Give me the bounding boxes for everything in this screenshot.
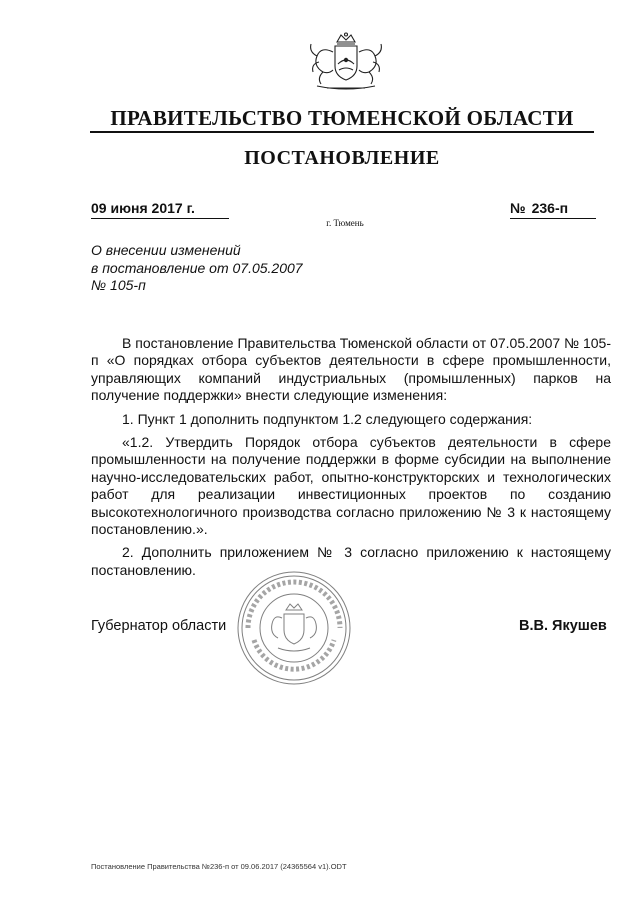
number-value: 236-п: [531, 200, 569, 216]
document-type: ПОСТАНОВЛЕНИЕ: [244, 147, 440, 169]
number-prefix: №: [510, 200, 526, 216]
subject-line: в постановление от 07.05.2007: [91, 259, 303, 276]
body-paragraph: «1.2. Утвердить Порядок отбора субъектов деятельности в сфере промышленности на получение поддержки в форме субсидии на выполнение научно-исследовательских работ, опытно-конструкторских и технологических работ для реализации инвестиционных проектов по созданию высокотехнологичного производства согласно приложению № 3 к настоящему постановлению.».: [91, 434, 611, 538]
org-title: ПРАВИТЕЛЬСТВО ТЮМЕНСКОЙ ОБЛАСТИ: [110, 106, 574, 130]
city: г. Тюмень: [326, 218, 364, 228]
body-paragraph: 2. Дополнить приложением № 3 согласно приложению к настоящему постановлению.: [91, 544, 611, 578]
document-number: [510, 200, 596, 219]
document-body: [91, 335, 611, 585]
tyumen-coat-of-arms-icon: [303, 32, 389, 92]
signatory-name: В.В. Якушев: [519, 618, 607, 634]
subject-line: № 105-п: [91, 277, 146, 293]
document-subject: [91, 242, 411, 295]
document-date: 09 июня 2017 г.: [91, 200, 229, 219]
signature-title: Губернатор области: [91, 618, 227, 634]
body-paragraph: В постановление Правительства Тюменской области от 07.05.2007 № 105-п «О порядках отбора субъектов деятельности в сфере промышленности, управляющих компаний индустриальных (промышленных) парков на получение поддержки» внести следующие изменения:: [91, 335, 611, 404]
subject-line: О внесении изменений: [91, 242, 241, 258]
body-paragraph: 1. Пункт 1 дополнить подпунктом 1.2 следующего содержания:: [122, 410, 533, 427]
title-rule: [90, 131, 594, 133]
footer-file-reference: Постановление Правительства №236-п от 09.06.2017 (24365564 v1).ODT: [91, 862, 347, 871]
official-round-stamp-icon: [234, 568, 354, 688]
